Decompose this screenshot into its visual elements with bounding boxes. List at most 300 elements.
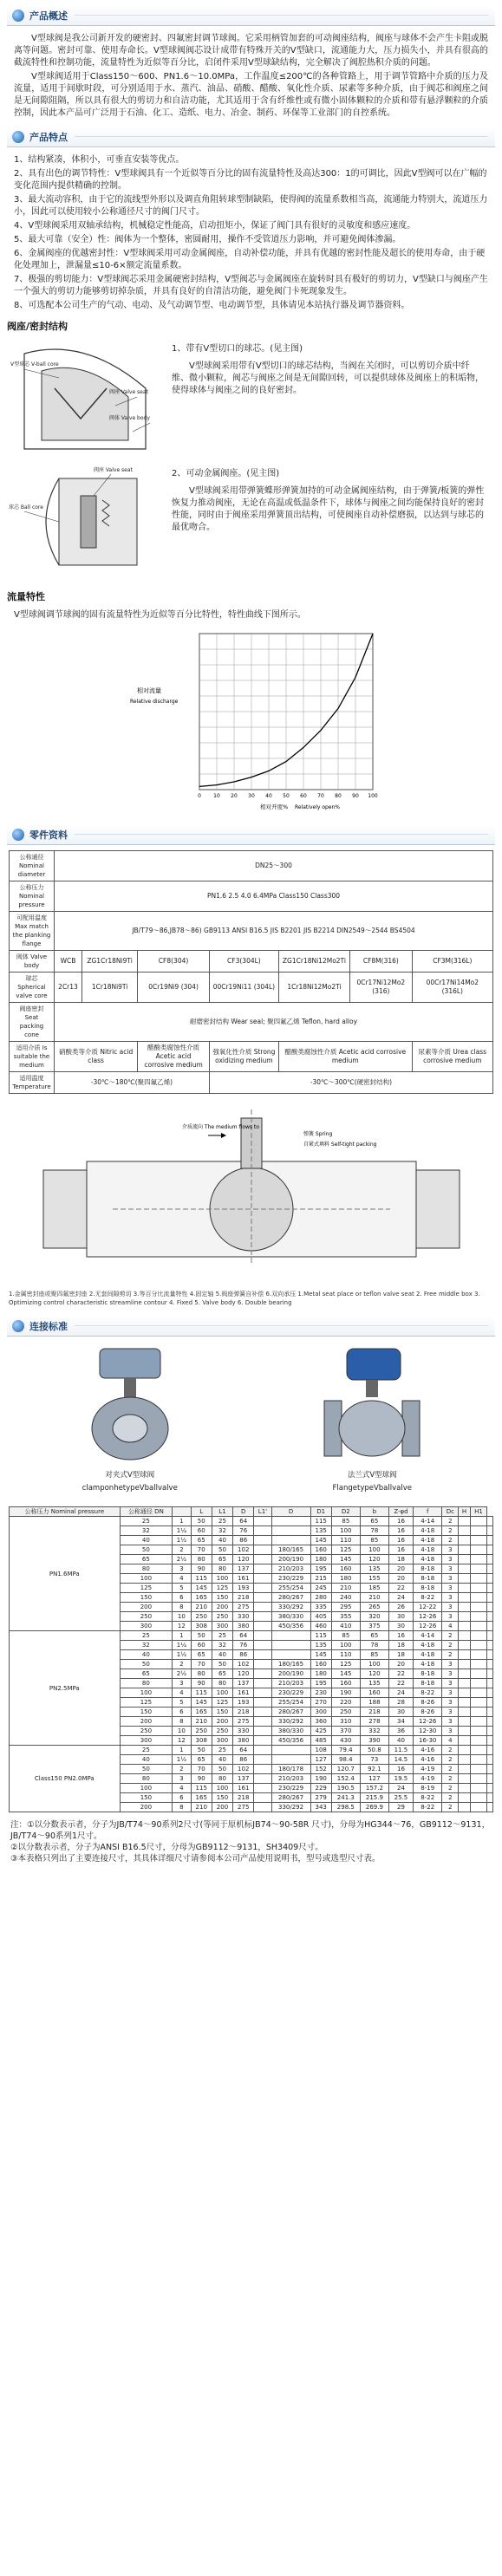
dimension-cell <box>459 1545 471 1555</box>
dimension-cell: 16-30 <box>414 1736 442 1746</box>
dimension-cell: 25 <box>120 1746 173 1755</box>
dimension-header-cell: 公称压力 Nominal pressure <box>10 1507 121 1517</box>
dimension-cell <box>254 1631 271 1641</box>
dimension-cell <box>487 1517 493 1526</box>
cell: 1Cr18Ni12Mo2Ti <box>278 973 349 1003</box>
flow-chart-svg <box>130 625 390 816</box>
dimension-cell: 157.2 <box>360 1784 388 1793</box>
dimension-cell: 2 <box>442 1803 459 1812</box>
cell: 0Cr19Ni9 (304) <box>138 973 210 1003</box>
dimension-cell: 250 <box>120 1727 173 1736</box>
dimension-cell: 4 <box>442 1622 459 1631</box>
dimension-cell: 188 <box>360 1698 388 1708</box>
dimension-cell <box>459 1755 471 1765</box>
dimension-cell: 425 <box>310 1727 331 1736</box>
dimension-cell: 4 <box>173 1784 191 1793</box>
v-ball-core-label: V型球芯 V-ball core <box>10 361 59 368</box>
dimension-cell: 3 <box>173 1774 191 1784</box>
dimension-cell: 12-30 <box>414 1727 442 1736</box>
dimension-cell <box>459 1727 471 1736</box>
dimension-cell: 3 <box>173 1679 191 1688</box>
dimension-cell <box>470 1765 486 1774</box>
dimension-cell: 165 <box>191 1708 212 1717</box>
dimension-cell <box>470 1574 486 1584</box>
dimension-cell <box>254 1650 271 1660</box>
dimension-cell <box>254 1765 271 1774</box>
dimension-cell: 28 <box>388 1698 413 1708</box>
dimension-cell <box>459 1669 471 1679</box>
dimension-cell: 50 <box>212 1660 232 1669</box>
dimension-cell: 79.4 <box>331 1746 360 1755</box>
section-title: 产品特点 <box>29 131 68 143</box>
flow-direction-label: 介质流向 The medium flows to <box>182 1124 259 1130</box>
dimension-cell: 98.4 <box>331 1755 360 1765</box>
dimension-cell <box>487 1708 493 1717</box>
dimension-cell: 330 <box>233 1612 254 1622</box>
dimension-cell: 180 <box>331 1574 360 1584</box>
dimension-cell <box>470 1746 486 1755</box>
dimension-cell: 210 <box>331 1584 360 1593</box>
dimension-cell: 180/165 <box>271 1660 310 1669</box>
dimension-cell: 218 <box>360 1708 388 1717</box>
dimension-cell <box>487 1631 493 1641</box>
dimension-cell: 86 <box>233 1650 254 1660</box>
dimension-cell: 115 <box>310 1631 331 1641</box>
dimension-cell: 161 <box>233 1688 254 1698</box>
dimension-cell <box>459 1803 471 1812</box>
dimension-cell: 100 <box>212 1688 232 1698</box>
dimension-cell: 29 <box>388 1803 413 1812</box>
dimension-cell <box>254 1717 271 1727</box>
dimension-cell <box>254 1660 271 1669</box>
dimension-cell: 8-19 <box>414 1784 442 1793</box>
dimension-cell: 4-18 <box>414 1526 442 1536</box>
feature-item: 8、可选配本公司生产的气动、电动、及气动调节型、电动调节型，具体请见本站执行器及调节器资料。 <box>14 301 410 310</box>
metal-seat-svg <box>7 461 163 582</box>
dimension-cell: 300 <box>212 1622 232 1631</box>
dimension-cell: 8-22 <box>414 1803 442 1812</box>
dimension-cell: 180 <box>310 1555 331 1564</box>
dimension-cell: 410 <box>331 1622 360 1631</box>
dimension-cell <box>487 1698 493 1708</box>
dimension-row <box>10 1746 493 1755</box>
x-tick-label: 100 <box>368 793 378 799</box>
dimension-cell: 3 <box>442 1717 459 1727</box>
dimension-cell: 3 <box>442 1612 459 1622</box>
dimension-cell: 120 <box>233 1669 254 1679</box>
dimension-cell <box>470 1555 486 1564</box>
dimension-cell: 100 <box>120 1574 173 1584</box>
dimension-cell <box>254 1603 271 1612</box>
dimension-cell: 65 <box>120 1555 173 1564</box>
dimension-cell: 120 <box>360 1669 388 1679</box>
dimension-cell: 3 <box>442 1708 459 1717</box>
cell: CF8(304) <box>138 951 210 973</box>
dimension-cell: 8-22 <box>414 1688 442 1698</box>
dimension-cell: 20 <box>388 1660 413 1669</box>
cell: 硝酸类等介质 Nitric acid class <box>55 1042 138 1072</box>
dimension-cell: 4-18 <box>414 1660 442 1669</box>
dimension-cell: 8-18 <box>414 1679 442 1688</box>
dimension-cell <box>487 1660 493 1669</box>
dimension-cell: 40 <box>120 1755 173 1765</box>
note-item: ③本表格只列出了主要连接尺寸，其具体详细尺寸请参阅本公司产品使用说明书，型号或选型尺寸表。 <box>10 1854 381 1864</box>
note-item: ②以分数表示者，分子为ANSI B16.5尺寸，分母为GB9112～9131，SH3409尺寸。 <box>10 1843 323 1852</box>
dimension-cell: 210/203 <box>271 1564 310 1574</box>
dimension-cell: 210 <box>360 1593 388 1603</box>
dimension-header-cell: L <box>191 1507 212 1517</box>
dimension-cell <box>459 1765 471 1774</box>
dimension-cell: 65 <box>120 1669 173 1679</box>
dimension-cell: 64 <box>233 1517 254 1526</box>
dimension-cell <box>254 1708 271 1717</box>
dimension-cell: 64 <box>233 1631 254 1641</box>
dimension-cell <box>487 1584 493 1593</box>
dimension-cell: 180/165 <box>271 1545 310 1555</box>
dimension-cell <box>470 1774 486 1784</box>
dimension-cell: 180 <box>310 1669 331 1679</box>
dimension-cell: 2 <box>442 1765 459 1774</box>
dimension-cell: 145 <box>191 1584 212 1593</box>
seal-body-1: V型球阀采用带有V型切口的球芯结构，当阀在关闭时，可以剪切介质中纤维、微小颗粒，阀芯与阀座之间是无间隙回转，可以提供球体及阀座上的积垢物，使得球体与阀座之间的良好密封。 <box>172 361 484 395</box>
dimension-cell <box>459 1793 471 1803</box>
dimension-cell <box>254 1669 271 1679</box>
dimension-cell: 16 <box>388 1631 413 1641</box>
dimension-cell <box>470 1584 486 1593</box>
dimension-cell: 375 <box>360 1622 388 1631</box>
cell: 1Cr18Ni9Ti <box>81 973 137 1003</box>
dimension-cell: 78 <box>360 1526 388 1536</box>
dimension-cell: 110 <box>331 1536 360 1545</box>
dimension-cell: 32 <box>212 1526 232 1536</box>
dimension-cell: 32 <box>120 1526 173 1536</box>
cell: CF3M(316L) <box>412 951 492 973</box>
dimension-cell: 8 <box>173 1803 191 1812</box>
dimension-cell: 485 <box>310 1736 331 1746</box>
dimension-cell: 100 <box>331 1526 360 1536</box>
dimension-cell <box>254 1641 271 1650</box>
dimension-cell: 250 <box>191 1727 212 1736</box>
dimension-cell: 193 <box>233 1698 254 1708</box>
cell: 耐磨密封结构 Wear seal; 聚四氟乙烯 Teflon, hard alloy <box>55 1003 493 1042</box>
dimension-cell: 4-18 <box>414 1555 442 1564</box>
flange-caption-en: FlangetypeVballvalve <box>332 1484 412 1493</box>
dimension-cell: 145 <box>310 1650 331 1660</box>
dimension-cell: 160 <box>360 1688 388 1698</box>
dimension-cell: 16 <box>388 1517 413 1526</box>
dimension-cell <box>254 1774 271 1784</box>
dimension-cell: 255/254 <box>271 1698 310 1708</box>
dimension-cell: 2½ <box>173 1669 191 1679</box>
dimension-cell: 200 <box>212 1603 232 1612</box>
dimension-cell: 4-18 <box>414 1641 442 1650</box>
dimension-cell <box>470 1736 486 1746</box>
feature-item: 1、结构紧凑，体积小，可垂直安装等优点。 <box>14 155 185 165</box>
dimension-cell: 200 <box>212 1803 232 1812</box>
dimension-cell: 280/267 <box>271 1708 310 1717</box>
dimension-cell: 3 <box>442 1545 459 1555</box>
dimension-cell: 2 <box>442 1774 459 1784</box>
dimension-cell <box>254 1555 271 1564</box>
dimension-cell: 275 <box>233 1717 254 1727</box>
cell: ZG1Cr18Ni9Ti <box>81 951 137 973</box>
dimension-cell <box>487 1564 493 1574</box>
dimension-cell: 76 <box>233 1641 254 1650</box>
flow-xlabel-cn: 相对开度% <box>260 803 289 810</box>
dimension-cell <box>487 1669 493 1679</box>
dimension-cell: 230/229 <box>271 1784 310 1793</box>
valve-photos <box>9 1343 493 1499</box>
dimension-cell: 250 <box>120 1612 173 1622</box>
dimension-cell: 26 <box>388 1603 413 1612</box>
dimension-cell: 12-22 <box>414 1603 442 1612</box>
dimension-header-cell: Z-φd <box>388 1507 413 1517</box>
dimension-cell: 70 <box>191 1765 212 1774</box>
dimension-cell: 200 <box>120 1803 173 1812</box>
dimension-cell <box>487 1793 493 1803</box>
dimension-cell: 230 <box>310 1688 331 1698</box>
dimension-cell: 10 <box>173 1727 191 1736</box>
dimension-cell: 6 <box>173 1593 191 1603</box>
dimension-cell: 22 <box>388 1679 413 1688</box>
assembly-caption: 1.金属密封座或聚四氟密封座 2.无套间隙剪切 3.等百分比流量特性 4.固定轴 5.阀座弹簧自补偿 6.双向承压 1.Metal seat place or teflon valve seat 2. Free middle box 3. Optimizing control characteristic streamline contour 4. Fixed 5. Valve body 6. Double bearing <box>9 1291 480 1306</box>
dimension-cell: 4-19 <box>414 1774 442 1784</box>
dimension-cell: 12 <box>173 1622 191 1631</box>
dimension-header-cell: L1' <box>254 1507 271 1517</box>
dimension-cell: 200/190 <box>271 1669 310 1679</box>
material-core-row <box>10 973 493 1003</box>
dimension-cell <box>254 1612 271 1622</box>
dimension-cell <box>254 1564 271 1574</box>
note-item: 注：①以分数表示者，分子为JB/T74～90系列2尺寸(等同于原机标JB74～90-58R 尺寸)，分母为HG344～76，GB9112～9131，JB/T74～90系列1尺寸。 <box>10 1820 491 1841</box>
dimension-cell <box>470 1641 486 1650</box>
dimension-cell: 298.5 <box>331 1803 360 1812</box>
dimension-cell: 3 <box>442 1727 459 1736</box>
dimension-cell <box>487 1555 493 1564</box>
pressure-cell: PN2.5MPa <box>10 1631 121 1746</box>
feature-item: 2、具有出色的调节特性：V型球阀具有一个近似等百分比的固有流量特性及高达300：1的可调比，因此V型阀可以在广幅的变化范围内提供精确的控制。 <box>14 169 487 191</box>
dimension-cell: 1 <box>173 1746 191 1755</box>
dimension-cell <box>459 1574 471 1584</box>
dimension-cell: 30 <box>388 1622 413 1631</box>
dimension-cell: 70 <box>191 1660 212 1669</box>
dimension-cell: 190 <box>331 1688 360 1698</box>
dimension-cell <box>459 1612 471 1622</box>
dimension-cell: 3 <box>442 1564 459 1574</box>
bullet-icon <box>12 10 24 22</box>
dimension-cell <box>459 1555 471 1564</box>
dimension-cell: 8 <box>173 1717 191 1727</box>
dimension-cell: 4-19 <box>414 1765 442 1774</box>
dimension-cell <box>254 1746 271 1755</box>
dimension-cell: 4-18 <box>414 1536 442 1545</box>
dimension-cell <box>487 1526 493 1536</box>
dimension-cell: 32 <box>212 1641 232 1650</box>
spec-value: PN1.6 2.5 4.0 6.4MPa Class150 Class300 <box>55 881 493 912</box>
dimension-cell: 2 <box>173 1545 191 1555</box>
dimension-cell: 78 <box>360 1641 388 1650</box>
spec-row <box>10 912 493 951</box>
dimension-cell: 102 <box>233 1765 254 1774</box>
dimension-cell: 70 <box>191 1545 212 1555</box>
dimension-cell: 50.8 <box>360 1746 388 1755</box>
dimension-cell: 3 <box>442 1698 459 1708</box>
dimension-cell: 80 <box>212 1564 232 1574</box>
dimension-cell: 8-18 <box>414 1564 442 1574</box>
dimension-cell: 108 <box>310 1746 331 1755</box>
section-header-parts <box>7 824 495 845</box>
dimension-cell <box>470 1593 486 1603</box>
dimension-cell: 4-14 <box>414 1631 442 1641</box>
cell: 0Cr17Ni12Mo2 (316) <box>350 973 413 1003</box>
dimension-cell: 25 <box>120 1517 173 1526</box>
overview-paragraph: V型球阀适用于Class150～600、PN1.6～10.0MPa，工作温度≤200℃的各种管路上，用于调节管路中介质的压力及流量，适用于间歇时段，可分别适用于水、蒸汽、油品、硝酸、醋酸、氧化性介质、尿素等多种介质，由于阀芯和阀座之间是无间隙阻隔，所以具有很大的剪切力和自洁功能，尤其适用于含有纤维性或有微小固体颗粒的介质和带有悬浮颗粒的介质控制，因此本产品可广泛用于石油、化工、造纸、电力、冶金、制药、环保等工业部门的自控系统。 <box>14 72 488 118</box>
dimension-cell: 64 <box>233 1746 254 1755</box>
dimension-cell <box>271 1631 310 1641</box>
dimension-cell <box>487 1765 493 1774</box>
dimension-cell: 34 <box>388 1717 413 1727</box>
dimension-cell: 330/292 <box>271 1803 310 1812</box>
dimension-cell: 135 <box>310 1641 331 1650</box>
dimension-cell: 460 <box>310 1622 331 1631</box>
dimension-cell: 24 <box>388 1784 413 1793</box>
dimension-cell: 20 <box>388 1574 413 1584</box>
dimension-cell: 2 <box>442 1793 459 1803</box>
dimension-cell: 32 <box>120 1641 173 1650</box>
dimension-cell: 4 <box>173 1688 191 1698</box>
dimension-cell: 125 <box>331 1660 360 1669</box>
dimension-cell <box>254 1784 271 1793</box>
dimension-header-cell: f <box>414 1507 442 1517</box>
dimension-header-cell: 公称通径 DN <box>120 1507 173 1517</box>
dimension-cell: 125 <box>120 1698 173 1708</box>
dimension-cell: 90 <box>191 1564 212 1574</box>
dimension-cell: 332 <box>360 1727 388 1736</box>
dimension-cell <box>487 1727 493 1736</box>
dimension-cell <box>487 1746 493 1755</box>
overview-text <box>14 33 488 120</box>
section-header-features <box>7 127 495 147</box>
flow-chart <box>130 625 390 816</box>
dimension-cell: 80 <box>191 1555 212 1564</box>
spec-label: 公称通径 Nominal diameter <box>10 851 55 881</box>
seal-heading-2: 2、可动金属阀座。(见主图) <box>172 469 280 478</box>
dimension-cell: 2½ <box>173 1555 191 1564</box>
dimension-cell: 3 <box>442 1679 459 1688</box>
dimension-cell <box>487 1679 493 1688</box>
ball-core-label: 球芯 Ball core <box>9 504 43 511</box>
dimension-cell <box>271 1755 310 1765</box>
dimension-cell: 308 <box>191 1622 212 1631</box>
dimension-cell: 210 <box>191 1803 212 1812</box>
dimension-cell: 12 <box>173 1736 191 1746</box>
dimension-cell: 200/190 <box>271 1555 310 1564</box>
dimension-cell <box>459 1584 471 1593</box>
dimension-cell: 280 <box>310 1593 331 1603</box>
dimension-cell <box>487 1717 493 1727</box>
dimension-cell: 2 <box>442 1650 459 1660</box>
dimension-cell: 25 <box>212 1517 232 1526</box>
wafer-valve-image <box>65 1343 195 1465</box>
dimension-cell: 280/267 <box>271 1793 310 1803</box>
dimension-cell <box>459 1641 471 1650</box>
x-tick-label: 30 <box>248 793 255 799</box>
dimension-cell: 50 <box>191 1517 212 1526</box>
dimension-cell: 269.9 <box>360 1803 388 1812</box>
dimension-cell: 245 <box>310 1584 331 1593</box>
dimension-cell: 50 <box>212 1545 232 1555</box>
dimension-cell: 11.5 <box>388 1746 413 1755</box>
dimension-cell <box>254 1593 271 1603</box>
dimension-cell: 3 <box>442 1574 459 1584</box>
dimension-cell: 335 <box>310 1603 331 1612</box>
seal-heading-1: 1、带有V型切口的球芯。(见主图) <box>172 344 303 354</box>
dimension-cell: 92.1 <box>360 1765 388 1774</box>
dimension-cell <box>470 1650 486 1660</box>
dimension-cell: 16 <box>388 1545 413 1555</box>
dimension-cell <box>487 1536 493 1545</box>
dimension-cell <box>254 1679 271 1688</box>
dimension-cell: 80 <box>120 1774 173 1784</box>
dimension-cell: 50 <box>120 1545 173 1555</box>
assembly-svg <box>9 1101 493 1283</box>
dimension-cell: 4-16 <box>414 1746 442 1755</box>
x-tick-label: 50 <box>283 793 290 799</box>
cell: ZG1Cr18Ni12Mo2Ti <box>278 951 349 973</box>
dimension-cell: 100 <box>120 1784 173 1793</box>
flow-xlabel-en: Relatively open% <box>295 804 340 810</box>
dimension-cell: 80 <box>212 1679 232 1688</box>
x-tick-label: 60 <box>300 793 307 799</box>
spec-table <box>9 850 493 1094</box>
dimension-cell: 2 <box>442 1536 459 1545</box>
dimension-cell: 230/229 <box>271 1574 310 1584</box>
dimension-cell: 10 <box>173 1612 191 1622</box>
dimension-cell: 310 <box>331 1717 360 1727</box>
dimension-cell: 115 <box>191 1784 212 1793</box>
dimension-cell: 30 <box>388 1612 413 1622</box>
dimension-cell: 8-18 <box>414 1584 442 1593</box>
dimension-cell: 280/267 <box>271 1593 310 1603</box>
dimension-cell: 137 <box>233 1774 254 1784</box>
dimension-cell: 90 <box>191 1679 212 1688</box>
dimension-cell <box>459 1708 471 1717</box>
dimension-cell: 4-18 <box>414 1545 442 1555</box>
valve-body-label: 阀体 Valve body <box>109 415 150 421</box>
dimension-cell: 3 <box>442 1593 459 1603</box>
dimension-cell <box>470 1660 486 1669</box>
cell: CF3(304L) <box>209 951 278 973</box>
dimension-cell: 3 <box>442 1660 459 1669</box>
dimension-cell: 218 <box>233 1593 254 1603</box>
feature-item: 5、最大可靠（安全）性：阀体为一个整体，密圆耐用，操作不受管道压力影响，并可避免阀体渗漏。 <box>14 235 401 244</box>
dimension-cell <box>470 1612 486 1622</box>
dimension-cell: 65 <box>360 1517 388 1526</box>
dimension-cell: 85 <box>331 1517 360 1526</box>
dimension-cell: 160 <box>331 1679 360 1688</box>
dimension-cell: 100 <box>331 1641 360 1650</box>
dimension-cell <box>459 1784 471 1793</box>
dimension-cell <box>470 1679 486 1688</box>
v-ball-core-svg <box>7 336 163 458</box>
dimension-cell: 2 <box>442 1526 459 1536</box>
dimension-cell: 1 <box>173 1517 191 1526</box>
dimension-cell <box>487 1612 493 1622</box>
flange-valve-image <box>307 1343 437 1465</box>
spec-label: 公称压力 Nominal pressure <box>10 881 55 912</box>
dimension-cell: 270 <box>310 1698 331 1708</box>
dimension-cell: 380 <box>233 1622 254 1631</box>
